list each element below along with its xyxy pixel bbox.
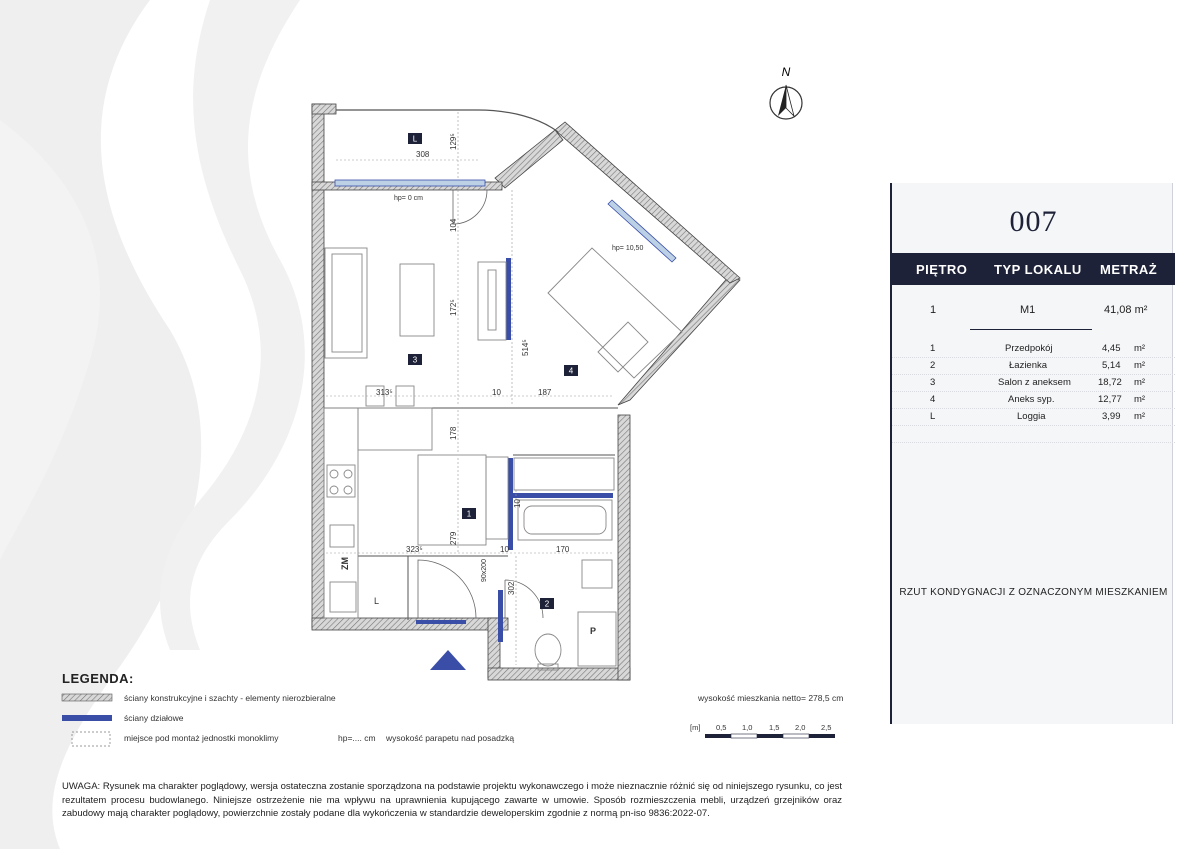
badge-bedroom: 4: [568, 366, 574, 376]
dim-10c: 10: [500, 545, 509, 554]
l-mark: L: [374, 596, 380, 606]
room-area: 18,72: [1098, 377, 1122, 388]
ac-mark: ZM: [340, 557, 350, 570]
legend-ac: miejsce pod montaż jednostki monoklimy: [124, 733, 279, 743]
unit-header-bar: [892, 253, 1175, 285]
legend-hp-key: hp=.... cm: [338, 733, 376, 743]
scale-tick: 0,5: [716, 723, 727, 732]
dim-178: 178: [449, 426, 458, 440]
panel-divider: [970, 329, 1092, 330]
room-unit: m²: [1134, 343, 1146, 354]
legend-swatches: [62, 694, 112, 746]
scale-tick: 2,5: [821, 723, 832, 732]
room-number: 3: [930, 377, 936, 388]
scale-tick: 2,0: [795, 723, 806, 732]
door-size: 90x200: [481, 559, 488, 582]
badge-hall: 1: [466, 509, 472, 519]
room-area: 5,14: [1102, 360, 1121, 371]
compass-icon: [770, 85, 802, 119]
compass-label: N: [781, 65, 791, 79]
doors: [418, 190, 543, 618]
legend-partition: ściany działowe: [124, 713, 184, 723]
dimension-labels: [340, 133, 643, 636]
room-unit: m²: [1134, 377, 1146, 388]
dim-10b: 10: [513, 499, 522, 508]
dim-313: 313⁵: [376, 388, 393, 397]
room-name: Salon z aneksem: [998, 377, 1071, 388]
header-floor: PIĘTRO: [916, 262, 968, 277]
value-type: M1: [1020, 304, 1036, 316]
legend-title: LEGENDA:: [62, 671, 134, 686]
apartment-height: wysokość mieszkania netto= 278,5 cm: [698, 693, 844, 703]
disclaimer-notice: UWAGA: Rysunek ma charakter poglądowy, wersja ostateczna zostanie sporządzona na podstawie projektu wykonawczego i może nieznacznie różnić się od niniejszego rysunku, co jest rezultatem procesu budowlanego. Niniejsze ostrzeżenie nie ma wpływu na uprawnienia kupującego zawarte w umowie. Sposób rozmieszczenia mebli, urządzeń grzejników oraz zabudowy mają charakter poglądowy, powierzchnie zostały podane dla wykończenia w standardzie deweloperskim zgodnie z normą pn-iso 9836:2022-07.: [62, 781, 842, 819]
dim-129: 129⁵: [449, 133, 458, 150]
unit-number: 007: [1009, 205, 1058, 238]
room-unit: m²: [1134, 411, 1146, 422]
scale-tick: 1,0: [742, 723, 753, 732]
room-number: 4: [930, 394, 936, 405]
room-badges: [408, 133, 578, 609]
dimension-lines: [326, 112, 612, 665]
dim-308: 308: [416, 150, 430, 159]
room-number: L: [930, 411, 936, 422]
room-row: [892, 391, 1175, 409]
header-type: TYP LOKALU: [994, 262, 1082, 277]
room-name: Aneks syp.: [1008, 394, 1055, 405]
dim-302: 302: [507, 581, 516, 595]
dim-187: 187: [538, 388, 552, 397]
dim-323: 323⁵: [406, 545, 423, 554]
room-unit: m²: [1134, 360, 1146, 371]
room-unit: m²: [1134, 394, 1146, 405]
scale-bar: [705, 734, 835, 738]
room-number: 2: [930, 360, 936, 371]
room-name: Łazienka: [1009, 360, 1048, 371]
hp-label-1: hp= 0 cm: [394, 195, 423, 202]
p-mark: P: [590, 626, 597, 636]
dim-279: 279: [449, 531, 458, 545]
room-number: 1: [930, 343, 936, 354]
floor-plan-caption: RZUT KONDYGNACJI Z OZNACZONYM MIESZKANIEM: [899, 587, 1168, 598]
badge-living: 3: [412, 355, 418, 365]
dim-170: 170: [556, 545, 570, 554]
dim-514: 514⁵: [521, 339, 530, 356]
value-floor: 1: [930, 304, 937, 316]
hp-label-2: hp= 10,50: [612, 245, 644, 252]
header-area: METRAŻ: [1100, 262, 1158, 277]
dim-172: 172⁵: [449, 299, 458, 316]
room-row: [892, 357, 1175, 375]
entrance-arrow: [430, 650, 466, 670]
badge-bath: 2: [544, 599, 550, 609]
room-row: [892, 374, 1175, 392]
room-area: 3,99: [1102, 411, 1121, 422]
room-row: [892, 340, 1175, 358]
room-row: [892, 408, 1175, 426]
room-name: Przedpokój: [1005, 343, 1053, 354]
dim-104: 104: [449, 218, 458, 232]
loggia-outline: [336, 110, 558, 132]
legend-structural: ściany konstrukcyjne i szachty - elementy nierozbieralne: [124, 693, 336, 703]
scale-unit: [m]: [690, 723, 701, 732]
badge-loggia: L: [412, 134, 418, 144]
unit-info-panel: [890, 183, 1173, 724]
legend-hp-desc: wysokość parapetu nad posadzką: [386, 733, 515, 743]
room-name: Loggia: [1017, 411, 1046, 422]
room-area: 4,45: [1102, 343, 1121, 354]
room-row-empty: [892, 425, 1175, 443]
room-area: 12,77: [1098, 394, 1122, 405]
scale-tick: 1,5: [769, 723, 780, 732]
value-area: 41,08 m²: [1104, 304, 1148, 316]
dim-10a: 10: [492, 388, 501, 397]
